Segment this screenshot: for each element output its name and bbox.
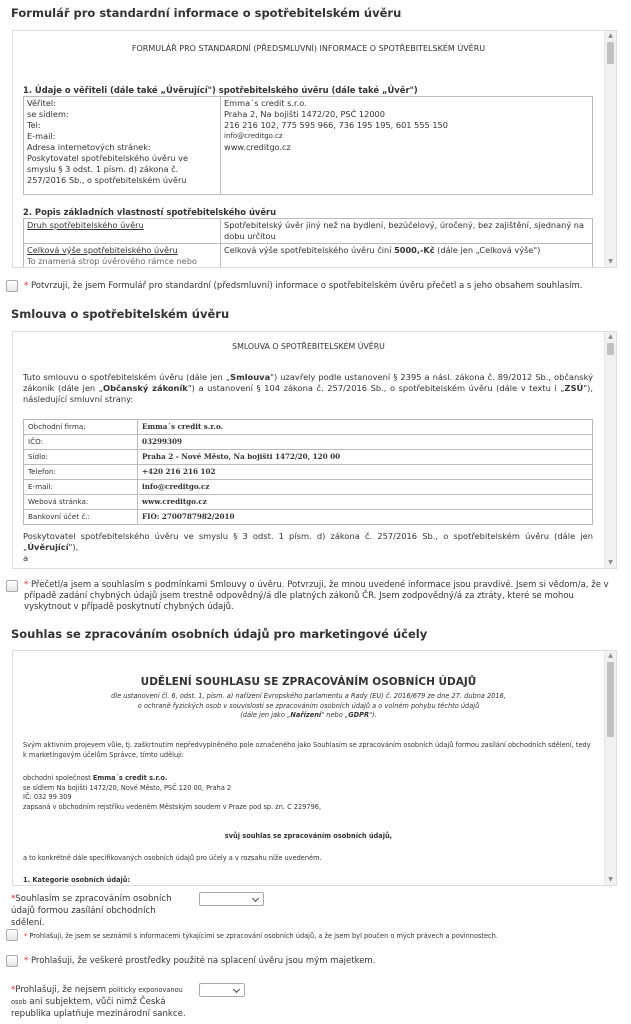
label: E-mail:: [27, 131, 56, 141]
creditor-address: Praha 2, Na bojišti 1472/20, PSČ 12000: [224, 109, 385, 119]
gdpr-scope: a to konkrétně dále specifikovaných osobních údajů pro účely a v rozsahu níže uvedeném.: [23, 854, 322, 862]
table-row: E-mail: info@creditgo.cz: [24, 480, 593, 495]
gdpr-title: UDĚLENÍ SOUHLASU SE ZPRACOVÁNÍM OSOBNÍCH ÚDAJŮ: [140, 676, 477, 688]
scrollbar[interactable]: [604, 332, 616, 568]
scroll-thumb[interactable]: [607, 343, 614, 355]
scroll-down-icon[interactable]: ▼: [608, 258, 613, 265]
marketing-consent-select[interactable]: [199, 892, 264, 906]
pep-select[interactable]: [199, 983, 245, 997]
heading-basic-features: 2. Popis základních vlastností spotřebitelského úvěru: [23, 207, 277, 217]
heading-creditor: 1. Údaje o věřiteli (dále také „Úvěrující") spotřebitelského úvěru (dále také „Úvěr"): [23, 85, 418, 95]
scroll-up-icon[interactable]: ▲: [608, 652, 613, 659]
creditor-name: Emma´s credit s.r.o.: [224, 98, 307, 108]
own-funds-checkbox[interactable]: [6, 955, 18, 967]
table-row: Telefon: +420 216 216 102: [24, 465, 593, 480]
gdpr-subtitle: dle ustanovení čl. 6, odst. 1, písm. a) nařízení Evropského parlamentu a Rady (EU) č. 2016/679 ze dne 27. dubna 2016, o ochraně fyzických osob v souvislosti se zpracováním osobních údajů a o volném pohybu těchto údajů (dále jen jako „Nařízení" nebo „GDPR").: [111, 692, 506, 719]
gdpr-content: [13, 651, 604, 885]
label: se sídlem:: [27, 109, 69, 119]
section-title-loan-contract: Smlouva o spotřebitelském úvěru: [11, 307, 230, 321]
loan-contract-content: [13, 332, 604, 568]
scroll-down-icon[interactable]: ▼: [608, 876, 613, 883]
creditor-labels-cell: [24, 97, 221, 195]
contract-doc-title: SMLOUVA O SPOTŘEBITELSKÉM ÚVĚRU: [232, 342, 385, 351]
label: Tel:: [27, 120, 41, 130]
pep-label: *Prohlašuji, že nejsem politicky exponovanou osob ani subjektem, vůči nimž Česká republika uplatňuje mezinárodní sankce.: [11, 985, 186, 1019]
label: Adresa internetových stránek:: [27, 142, 151, 152]
type-label: Druh spotřebitelského úvěru: [27, 220, 144, 230]
lender-table: [23, 419, 593, 525]
scroll-thumb[interactable]: [607, 42, 614, 64]
scrollbar[interactable]: [604, 31, 616, 267]
amount-label: Celková výše spotřebitelského úvěru: [27, 245, 178, 255]
scroll-thumb[interactable]: [607, 662, 614, 737]
doc-title: FORMULÁŘ PRO STANDARDNÍ (PŘEDSMLUVNÍ) INFORMACE O SPOTŘEBITELSKÉM ÚVĚRU: [131, 44, 486, 53]
gdpr-paragraph: Svým aktivním projevem vůle, tj. zaškrtnutím nepředvyplněného pole označeného jako Souhlasím se zpracováním osobních údajů formou zasílání obchodních sdělení, tedy k marketingovým účelům Správce, tímto uděluji:: [23, 741, 591, 759]
gdpr-info-checkbox[interactable]: [6, 929, 18, 941]
table-row: Obchodní firma: Emma´s credit s.r.o.: [24, 420, 593, 435]
marketing-consent-label: *Souhlasím se zpracováním osobních údajů formou zasílání obchodních sdělení.: [11, 894, 172, 928]
type-value: Spotřebitelský úvěr jiný než na bydlení, bezúčelový, úročený, bez zajištění, sjednaný na dobu určitou: [221, 219, 593, 244]
creditor-email: info@creditgo.cz: [224, 132, 283, 140]
loan-contract-document[interactable]: [12, 331, 617, 569]
own-funds-text: * Prohlašuji, že veškeré prostředky použité na splacení úvěru jsou mým majetkem.: [24, 956, 376, 966]
creditor-web: www.creditgo.cz: [224, 142, 291, 152]
table-row: Sídlo: Praha 2 - Nové Město, Na bojišti 1472/20, 120 00: [24, 450, 593, 465]
required-asterisk: *: [11, 985, 16, 995]
section-title-marketing-consent: Souhlas se zpracováním osobních údajů pro marketingové účely: [11, 627, 428, 641]
accept-contract-checkbox[interactable]: [6, 580, 18, 592]
confirm-standard-info-text: * Potvrzuji, že jsem Formulář pro standardní (předsmluvní) informace o spotřebitelském úvěru přečetl a s jeho obsahem souhlasím.: [24, 281, 583, 291]
gdpr-document[interactable]: [12, 650, 617, 886]
scrollbar[interactable]: [604, 651, 616, 885]
gdpr-company: obchodní společnost Emma´s credit s.r.o. se sídlem Na bojišti 1472/20, Nové Město, PSČ 120 00, Praha 2 IČ: 032 99 309 zapsaná v obchodním rejstříku vedeném Městským soudem v Praze pod sp. zn. C 229796,: [23, 774, 322, 811]
required-asterisk: *: [24, 956, 31, 966]
creditor-table: [23, 96, 593, 195]
gdpr-consent: svůj souhlas se zpracováním osobních údajů,: [224, 832, 393, 840]
scroll-down-icon[interactable]: ▼: [608, 559, 613, 566]
table-row: Bankovní účet č.: FIO: 2700787982/2010: [24, 510, 593, 525]
required-asterisk: *: [24, 932, 30, 940]
scroll-up-icon[interactable]: ▲: [608, 333, 613, 340]
creditor-values-cell: [221, 97, 593, 195]
standard-info-content: [13, 31, 604, 267]
table-row: Webová stránka: www.creditgo.cz: [24, 495, 593, 510]
gdpr-info-text: * Prohlašuji, že jsem se seznámil s informacemi týkajícími se zpracování osobních údajů, a že jsem byl poučen o mých právech a povinnostech.: [24, 932, 498, 940]
contract-after-table: Poskytovatel spotřebitelského úvěru ve smyslu § 3 odst. 1 písm. d) zákona č. 257/2016 Sb., o spotřebitelském úvěru (dále jen „Úvěrující"), a: [23, 531, 593, 563]
features-table: [23, 218, 593, 267]
confirm-standard-info-checkbox[interactable]: [6, 280, 18, 292]
required-asterisk: *: [11, 894, 16, 904]
amount-label-cut: To znamená strop úvěrového rámce nebo: [27, 256, 197, 266]
required-asterisk: *: [24, 281, 31, 291]
contract-intro: Tuto smlouvu o spotřebitelském úvěru (dále jen „Smlouva") uzavřely podle ustanovení § 2395 a násl. zákona č. 89/2012 Sb., občanský zákoník (dále jen „Občanský zákoník") a ustanovení § 104 zákona č. 257/2016 Sb., o spotřebitelském úvěru (dále v textu i „ZSÚ"), následující smluvní strany:: [23, 372, 594, 404]
label: Věřitel:: [27, 98, 56, 108]
table-row: IČO: 03299309: [24, 435, 593, 450]
gdpr-category: 1. Kategorie osobních údajů:: [23, 876, 131, 884]
amount-value: Celková výše spotřebitelského úvěru činí 5000,-Kč (dále jen „Celková výše"): [221, 244, 593, 268]
label: Poskytovatel spotřebitelského úvěru ve smyslu § 3 odst. 1 písm. d) zákona č. 257/2016 Sb., o spotřebitelském úvěru: [27, 153, 188, 185]
creditor-phone: 216 216 102, 775 595 966, 736 195 195, 601 555 150: [224, 120, 448, 130]
accept-contract-text: * Přečetl/a jsem a souhlasím s podmínkami Smlouvy o úvěru. Potvrzuji, že mnou uvedené informace jsou pravdivé. Jsem si vědom/a, že v případě zadání chybných údajů jsem trestně odpovědný/á dle platných zákonů ČR. Jsem zodpovědný/á za ztráty, které se mohou vyskytnout v případě poskytnutí chybných údajů.: [24, 580, 609, 612]
section-title-standard-info: Formulář pro standardní informace o spotřebitelském úvěru: [11, 6, 402, 20]
standard-info-document[interactable]: [12, 30, 617, 268]
scroll-up-icon[interactable]: ▲: [608, 32, 613, 39]
required-asterisk: *: [24, 580, 31, 590]
